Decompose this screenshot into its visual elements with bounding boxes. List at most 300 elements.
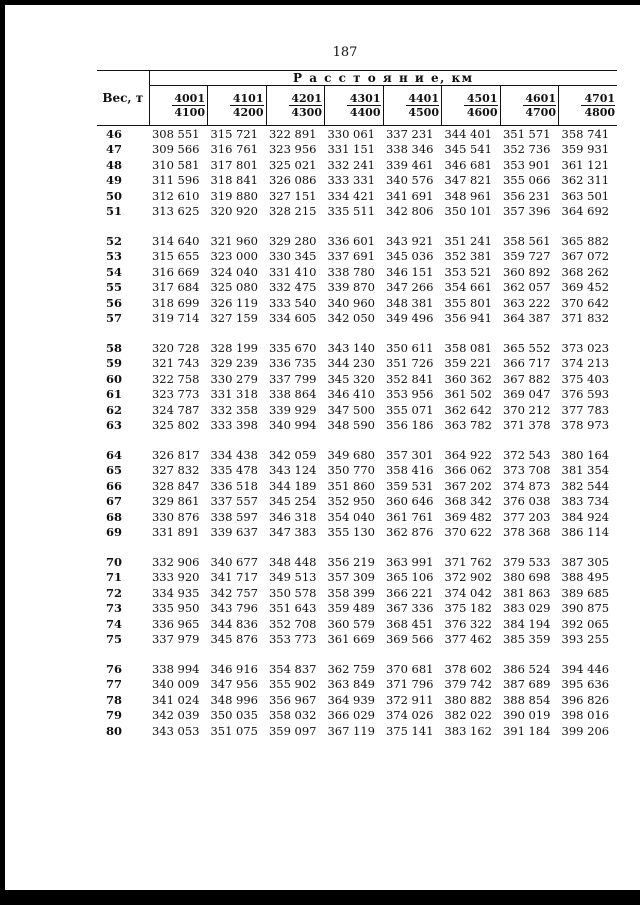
rate-cell: 340 576	[385, 173, 434, 188]
rate-cell: 364 692	[561, 204, 610, 219]
rate-cell: 364 922	[444, 447, 492, 462]
rate-cell: 394 446	[561, 661, 610, 676]
rate-cell: 367 336	[385, 601, 434, 616]
rate-cell: 349 513	[268, 570, 317, 585]
table-row	[97, 554, 617, 570]
rate-cell: 308 551	[151, 126, 200, 141]
rate-cell: 352 736	[502, 142, 551, 157]
rate-cell: 332 475	[268, 280, 317, 295]
rate-cell: 356 219	[327, 554, 375, 569]
table-row	[97, 478, 617, 494]
weight-cell: 67	[106, 494, 123, 509]
rate-cell: 346 916	[210, 661, 258, 676]
rate-cell: 358 081	[444, 340, 492, 355]
rate-cell: 356 231	[502, 188, 551, 203]
weight-cell: 71	[106, 570, 123, 585]
rate-cell: 345 541	[444, 142, 492, 157]
weight-cell: 63	[106, 418, 123, 433]
rate-cell: 368 342	[444, 494, 492, 509]
rate-cell: 374 873	[502, 478, 551, 493]
rate-cell: 361 502	[444, 387, 492, 402]
rate-cell: 378 602	[444, 661, 492, 676]
weight-cell: 65	[106, 463, 123, 478]
rate-cell: 362 876	[385, 525, 434, 540]
rate-cell: 343 921	[385, 233, 434, 248]
weight-cell: 64	[106, 447, 123, 462]
weight-cell: 66	[106, 478, 123, 493]
rate-cell: 365 882	[561, 233, 610, 248]
rate-cell: 377 783	[561, 402, 610, 417]
rate-cell: 323 000	[210, 249, 258, 264]
range-from: 4701	[584, 92, 616, 106]
weight-cell: 52	[106, 233, 123, 248]
weight-cell: 55	[106, 280, 123, 295]
rate-cell: 380 164	[561, 447, 610, 462]
weight-cell: 72	[106, 585, 123, 600]
table-row	[97, 249, 617, 265]
rate-cell: 364 939	[327, 692, 375, 707]
range-to: 4500	[406, 105, 440, 119]
rate-cell: 399 206	[561, 723, 610, 738]
rate-cell: 358 561	[502, 233, 551, 248]
rate-cell: 331 318	[210, 387, 258, 402]
rate-cell: 354 661	[444, 280, 492, 295]
table-row	[97, 126, 617, 142]
rate-cell: 327 151	[268, 188, 317, 203]
scan-edge-bottom	[0, 890, 640, 905]
rate-cell: 338 346	[385, 142, 434, 157]
rate-cell: 383 162	[444, 723, 492, 738]
distance-range-header	[149, 86, 208, 126]
rate-cell: 385 359	[502, 632, 551, 647]
rate-cell: 336 735	[268, 356, 317, 371]
rate-cell: 322 758	[151, 371, 200, 386]
rate-cell: 359 097	[268, 723, 317, 738]
rate-cell: 355 801	[444, 295, 492, 310]
range-to: 4600	[464, 105, 498, 119]
weight-cell: 59	[106, 356, 123, 371]
rate-cell: 334 421	[327, 188, 375, 203]
rate-cell: 377 203	[502, 509, 551, 524]
range-to: 4400	[347, 105, 381, 119]
rate-cell: 349 496	[385, 311, 434, 326]
distance-rate-table	[97, 70, 617, 739]
rate-cell: 342 039	[151, 708, 200, 723]
rate-cell: 378 973	[561, 418, 610, 433]
rate-cell: 338 994	[151, 661, 200, 676]
rate-cell: 371 796	[385, 677, 434, 692]
rate-cell: 340 960	[327, 295, 375, 310]
distance-range-header	[325, 86, 384, 126]
rate-cell: 340 994	[268, 418, 317, 433]
rate-cell: 347 383	[268, 525, 317, 540]
rate-cell: 341 024	[151, 692, 200, 707]
group-spacer	[97, 433, 617, 447]
rate-cell: 382 022	[444, 708, 492, 723]
rate-cell: 310 581	[151, 157, 200, 172]
rate-cell: 326 086	[268, 173, 317, 188]
rate-cell: 369 452	[561, 280, 610, 295]
table-row	[97, 447, 617, 463]
rate-cell: 374 026	[385, 708, 434, 723]
rate-cell: 383 734	[561, 494, 610, 509]
rate-cell: 368 262	[561, 264, 610, 279]
rate-cell: 377 462	[444, 632, 492, 647]
rate-cell: 353 901	[502, 157, 551, 172]
rate-cell: 344 836	[210, 616, 258, 631]
table-row	[97, 157, 617, 173]
rate-cell: 330 061	[327, 126, 375, 141]
rate-cell: 387 305	[561, 554, 610, 569]
rate-cell: 344 230	[327, 356, 375, 371]
table-row	[97, 708, 617, 724]
group-spacer	[97, 219, 617, 233]
rate-cell: 374 042	[444, 585, 492, 600]
rate-cell: 333 540	[268, 295, 317, 310]
rate-cell: 350 770	[327, 463, 375, 478]
weight-cell: 61	[106, 387, 123, 402]
rate-cell: 319 880	[210, 188, 258, 203]
rate-cell: 370 681	[385, 661, 434, 676]
table-row	[97, 204, 617, 220]
rate-cell: 314 640	[151, 233, 200, 248]
rate-cell: 316 669	[151, 264, 200, 279]
rate-cell: 370 622	[444, 525, 492, 540]
rate-cell: 354 040	[327, 509, 375, 524]
group-spacer	[97, 326, 617, 340]
rate-cell: 362 759	[327, 661, 375, 676]
rate-cell: 374 213	[561, 356, 610, 371]
rate-cell: 336 518	[210, 478, 258, 493]
table-row	[97, 601, 617, 617]
rate-cell: 326 817	[151, 447, 200, 462]
rate-cell: 342 806	[385, 204, 434, 219]
weight-cell: 60	[106, 371, 123, 386]
rate-cell: 365 106	[385, 570, 434, 585]
rate-cell: 333 398	[210, 418, 258, 433]
rate-cell: 346 681	[444, 157, 492, 172]
range-to: 4300	[289, 105, 323, 119]
rate-cell: 339 929	[268, 402, 317, 417]
table-row	[97, 418, 617, 434]
rate-cell: 390 019	[502, 708, 551, 723]
rate-cell: 324 787	[151, 402, 200, 417]
rate-cell: 323 956	[268, 142, 317, 157]
weight-cell: 51	[106, 204, 123, 219]
rate-cell: 321 960	[210, 233, 258, 248]
rate-cell: 370 642	[561, 295, 610, 310]
table-row	[97, 188, 617, 204]
rate-cell: 350 101	[444, 204, 492, 219]
weight-cell: 77	[106, 677, 123, 692]
rate-cell: 393 255	[561, 632, 610, 647]
weight-cell: 56	[106, 295, 123, 310]
rate-cell: 337 557	[210, 494, 258, 509]
rate-cell: 392 065	[561, 616, 610, 631]
rate-cell: 347 821	[444, 173, 492, 188]
rate-cell: 345 036	[385, 249, 434, 264]
rate-cell: 366 062	[444, 463, 492, 478]
rate-cell: 351 241	[444, 233, 492, 248]
range-from: 4101	[232, 92, 264, 106]
rate-cell: 388 495	[561, 570, 610, 585]
rate-cell: 379 533	[502, 554, 551, 569]
distance-range-header	[500, 86, 559, 126]
rate-cell: 341 717	[210, 570, 258, 585]
rate-cell: 360 646	[385, 494, 434, 509]
rate-cell: 336 601	[327, 233, 375, 248]
table-row	[97, 340, 617, 356]
table-row	[97, 387, 617, 403]
rate-cell: 357 309	[327, 570, 375, 585]
rate-cell: 361 121	[561, 157, 610, 172]
rate-cell: 339 637	[210, 525, 258, 540]
rate-cell: 331 151	[327, 142, 375, 157]
weight-cell: 76	[106, 661, 123, 676]
rate-cell: 365 552	[502, 340, 551, 355]
range-from: 4201	[291, 92, 322, 106]
range-from: 4401	[408, 92, 439, 106]
rate-cell: 311 596	[151, 173, 200, 188]
rate-cell: 320 920	[210, 204, 258, 219]
table-row	[97, 280, 617, 296]
rate-cell: 319 714	[151, 311, 200, 326]
rate-cell: 342 050	[327, 311, 375, 326]
rate-cell: 379 742	[444, 677, 492, 692]
scan-edge-left	[0, 0, 5, 905]
rate-cell: 389 685	[561, 585, 610, 600]
table-row	[97, 661, 617, 677]
table-row	[97, 692, 617, 708]
rate-cell: 338 780	[327, 264, 375, 279]
rate-cell: 360 579	[327, 616, 375, 631]
rate-cell: 336 965	[151, 616, 200, 631]
rate-cell: 325 080	[210, 280, 258, 295]
range-from: 4601	[525, 92, 556, 106]
table-row	[97, 616, 617, 632]
weight-cell: 79	[106, 708, 123, 723]
rate-cell: 384 194	[502, 616, 551, 631]
rate-cell: 337 691	[327, 249, 375, 264]
rate-cell: 335 478	[210, 463, 258, 478]
rate-cell: 325 802	[151, 418, 200, 433]
table-row	[97, 311, 617, 327]
rate-cell: 384 924	[561, 509, 610, 524]
rate-cell: 323 773	[151, 387, 200, 402]
rate-cell: 351 643	[268, 601, 317, 616]
range-from: 4301	[349, 92, 381, 106]
weight-cell: 74	[106, 616, 123, 631]
rate-cell: 361 669	[327, 632, 375, 647]
scan-edge-top	[0, 0, 640, 5]
rate-cell: 372 902	[444, 570, 492, 585]
rate-cell: 362 642	[444, 402, 492, 417]
rate-cell: 328 847	[151, 478, 200, 493]
rate-cell: 360 362	[444, 371, 492, 386]
rate-cell: 327 832	[151, 463, 200, 478]
rate-cell: 386 114	[561, 525, 610, 540]
rate-cell: 367 072	[561, 249, 610, 264]
weight-cell: 48	[106, 157, 123, 172]
weight-cell: 70	[106, 554, 123, 569]
rate-cell: 395 636	[561, 677, 610, 692]
rate-cell: 352 708	[268, 616, 317, 631]
rate-cell: 343 140	[327, 340, 375, 355]
rate-cell: 380 882	[444, 692, 492, 707]
rate-cell: 346 410	[327, 387, 375, 402]
rate-cell: 340 009	[151, 677, 200, 692]
rate-cell: 396 826	[561, 692, 610, 707]
rate-cell: 373 023	[561, 340, 610, 355]
rate-cell: 348 381	[385, 295, 434, 310]
distance-range-header	[442, 86, 501, 126]
table-row	[97, 570, 617, 586]
table-row	[97, 494, 617, 510]
rate-cell: 350 611	[385, 340, 434, 355]
rate-cell: 315 721	[210, 126, 258, 141]
rate-cell: 363 849	[327, 677, 375, 692]
rate-cell: 346 151	[385, 264, 434, 279]
rate-cell: 381 863	[502, 585, 551, 600]
rate-cell: 344 401	[444, 126, 492, 141]
rate-cell: 383 029	[502, 601, 551, 616]
rate-cell: 338 597	[210, 509, 258, 524]
rate-cell: 370 212	[502, 402, 551, 417]
rate-cell: 353 773	[268, 632, 317, 647]
rate-cell: 333 920	[151, 570, 200, 585]
rate-cell: 375 403	[561, 371, 610, 386]
rate-cell: 356 186	[385, 418, 434, 433]
rate-cell: 375 141	[385, 723, 434, 738]
range-to: 4200	[230, 105, 264, 119]
rate-cell: 350 035	[210, 708, 258, 723]
rate-cell: 369 566	[385, 632, 434, 647]
rate-cell: 375 182	[444, 601, 492, 616]
rate-cell: 351 860	[327, 478, 375, 493]
rate-cell: 381 354	[561, 463, 610, 478]
rate-cell: 331 410	[268, 264, 317, 279]
rate-cell: 363 991	[385, 554, 434, 569]
rate-cell: 329 239	[210, 356, 258, 371]
rate-cell: 363 222	[502, 295, 551, 310]
rate-cell: 329 280	[268, 233, 317, 248]
rate-cell: 363 782	[444, 418, 492, 433]
rate-cell: 380 698	[502, 570, 551, 585]
weight-cell: 54	[106, 264, 123, 279]
rate-cell: 345 876	[210, 632, 258, 647]
rate-cell: 364 387	[502, 311, 551, 326]
rate-cell: 342 757	[210, 585, 258, 600]
rate-cell: 355 071	[385, 402, 434, 417]
rate-cell: 332 358	[210, 402, 258, 417]
rate-cell: 348 448	[268, 554, 317, 569]
rate-cell: 378 368	[502, 525, 551, 540]
rate-cell: 390 875	[561, 601, 610, 616]
rate-cell: 343 053	[151, 723, 200, 738]
rate-cell: 329 861	[151, 494, 200, 509]
table-row	[97, 585, 617, 601]
rate-cell: 359 489	[327, 601, 375, 616]
rate-cell: 344 189	[268, 478, 317, 493]
rate-cell: 359 727	[502, 249, 551, 264]
rate-cell: 350 578	[268, 585, 317, 600]
rate-cell: 333 331	[327, 173, 375, 188]
rate-cell: 309 566	[151, 142, 200, 157]
range-from: 4501	[466, 92, 498, 106]
table-row	[97, 356, 617, 372]
rate-cell: 335 511	[327, 204, 375, 219]
rate-cell: 330 279	[210, 371, 258, 386]
rate-cell: 345 254	[268, 494, 317, 509]
rate-cell: 376 038	[502, 494, 551, 509]
rate-cell: 366 221	[385, 585, 434, 600]
weight-cell: 62	[106, 402, 123, 417]
table-row	[97, 371, 617, 387]
table-row	[97, 525, 617, 541]
rate-cell: 371 832	[561, 311, 610, 326]
weight-column-header: Вес, т	[97, 71, 149, 126]
rate-cell: 354 837	[268, 661, 317, 676]
rate-cell: 356 941	[444, 311, 492, 326]
distance-range-header	[208, 86, 267, 126]
rate-cell: 367 119	[327, 723, 375, 738]
table-row	[97, 723, 617, 739]
rate-cell: 321 743	[151, 356, 200, 371]
rate-cell: 372 543	[502, 447, 551, 462]
rate-cell: 327 159	[210, 311, 258, 326]
distance-range-header	[559, 86, 618, 126]
rate-cell: 348 961	[444, 188, 492, 203]
rate-cell: 317 684	[151, 280, 200, 295]
rate-cell: 367 882	[502, 371, 551, 386]
rate-cell: 358 032	[268, 708, 317, 723]
table-row	[97, 173, 617, 189]
rate-cell: 340 677	[210, 554, 258, 569]
rate-cell: 334 605	[268, 311, 317, 326]
range-to: 4800	[581, 105, 615, 119]
rate-cell: 382 544	[561, 478, 610, 493]
rate-cell: 348 590	[327, 418, 375, 433]
rate-cell: 391 184	[502, 723, 551, 738]
rate-cell: 353 956	[385, 387, 434, 402]
rate-cell: 312 610	[151, 188, 200, 203]
rate-cell: 366 717	[502, 356, 551, 371]
range-to: 4700	[523, 105, 557, 119]
rate-cell: 337 231	[385, 126, 434, 141]
rate-cell: 347 956	[210, 677, 258, 692]
rate-cell: 359 531	[385, 478, 434, 493]
rate-cell: 320 728	[151, 340, 200, 355]
rate-cell: 355 130	[327, 525, 375, 540]
range-from: 4001	[174, 92, 205, 106]
rate-cell: 339 461	[385, 157, 434, 172]
rate-cell: 334 935	[151, 585, 200, 600]
table-row	[97, 264, 617, 280]
rate-cell: 352 841	[385, 371, 434, 386]
rate-cell: 346 318	[268, 509, 317, 524]
rate-cell: 358 741	[561, 126, 610, 141]
rate-cell: 351 571	[502, 126, 551, 141]
rate-cell: 313 625	[151, 204, 200, 219]
rate-cell: 332 906	[151, 554, 200, 569]
distance-range-header	[383, 86, 442, 126]
weight-cell: 47	[106, 142, 123, 157]
group-spacer	[97, 647, 617, 661]
distance-range-header	[266, 86, 325, 126]
rate-cell: 351 726	[385, 356, 434, 371]
rate-cell: 331 891	[151, 525, 200, 540]
weight-cell: 49	[106, 173, 123, 188]
